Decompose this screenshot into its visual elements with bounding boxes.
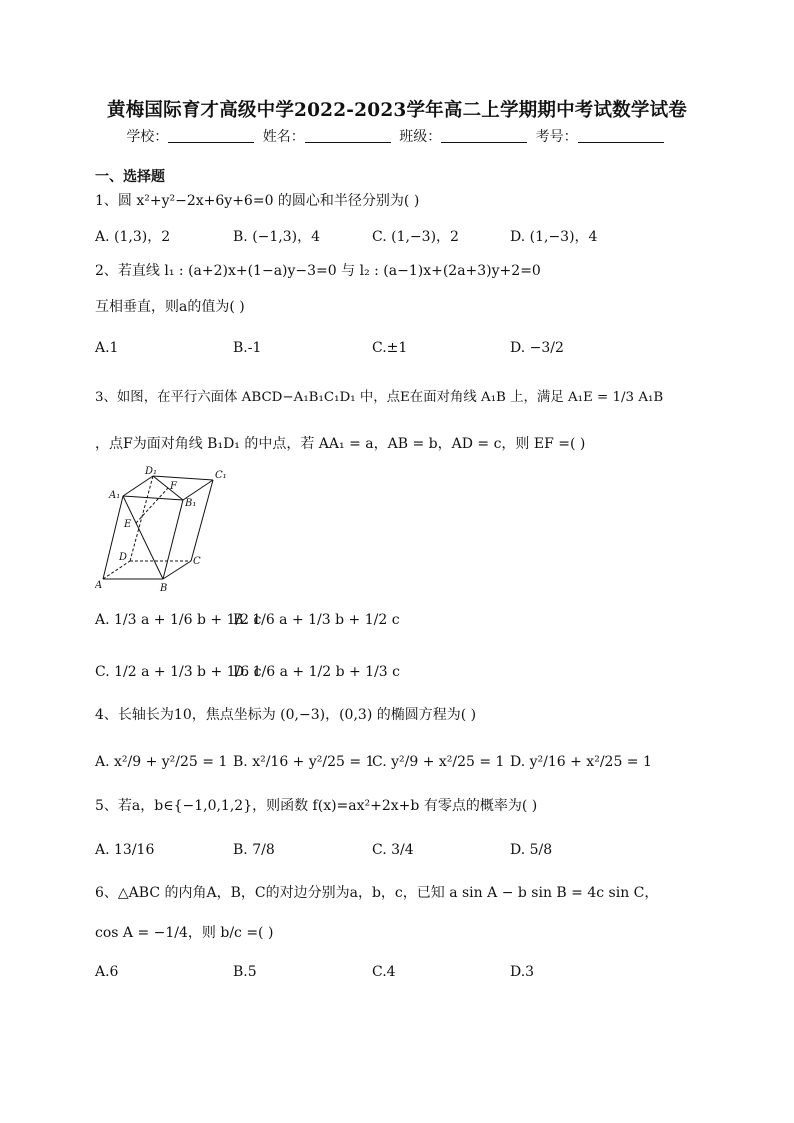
section-heading: 一、选择题: [95, 169, 165, 185]
q4-option-c: C. y²/9 + x²/25 = 1: [372, 754, 505, 770]
q6-option-d: D.3: [510, 964, 535, 980]
school-blank[interactable]: [168, 130, 254, 143]
q6-option-c: C.4: [372, 964, 396, 980]
segment-EF: [136, 488, 168, 523]
question-3-line2: ，点F为面对角线 B₁D₁ 的中点，若 AA₁ = a，AB = b，AD = c，则 EF =( ): [95, 436, 586, 452]
class-label: 班级：: [399, 129, 442, 145]
q2-option-c: C.±1: [372, 340, 408, 356]
q1-option-d: D. (1,−3)，4: [510, 229, 598, 245]
q1-option-b: B. (−1,3)，4: [233, 229, 321, 245]
q6-option-a: A.6: [95, 964, 119, 980]
q4-option-b: B. x²/16 + y²/25 = 1: [233, 754, 375, 770]
q2-option-d: D. −3/2: [510, 340, 564, 356]
label-F: F: [170, 481, 177, 492]
label-D1: D₁: [145, 466, 158, 477]
question-4-text: 4、长轴长为10，焦点坐标为 (0,−3)，(0,3) 的椭圆方程为( ): [95, 707, 477, 723]
parallelepiped-figure: [95, 466, 235, 596]
q3-option-d: D. 1/6 a + 1/2 b + 1/3 c: [233, 664, 400, 680]
label-C1: C₁: [215, 470, 227, 481]
edge-D1C1: [153, 476, 213, 480]
question-5-text: 5、若a，b∈{−1,0,1,2}，则函数 f(x)=ax²+2x+b 有零点的概率为( ): [95, 798, 538, 814]
label-A1: A₁: [109, 490, 121, 501]
q2-option-a: A.1: [95, 340, 119, 356]
diagonal-A1B: [123, 496, 163, 579]
edge-A1B1: [123, 496, 183, 500]
edge-AA1: [103, 496, 123, 579]
q4-option-a: A. x²/9 + y²/25 = 1: [95, 754, 228, 770]
label-B: B: [160, 583, 168, 594]
q4-option-d: D. y²/16 + x²/25 = 1: [510, 754, 652, 770]
class-blank[interactable]: [441, 130, 527, 143]
question-3-line1: 3、如图，在平行六面体 ABCD−A₁B₁C₁D₁ 中，点E在面对角线 A₁B 上，满足 A₁E = 1/3 A₁B: [95, 390, 664, 405]
question-2-line2: 互相垂直，则a的值为( ): [95, 299, 245, 315]
question-6-line2: cos A = −1/4，则 b/c =( ): [95, 925, 274, 941]
label-C: C: [193, 556, 201, 567]
question-2-line1: 2、若直线 l₁ : (a+2)x+(1−a)y−3=0 与 l₂ : (a−1)x+(2a+3)y+2=0: [95, 263, 541, 279]
q3-option-b: B. 1/6 a + 1/3 b + 1/2 c: [233, 612, 400, 628]
label-A: A: [95, 580, 103, 591]
q1-option-c: C. (1,−3)，2: [372, 229, 459, 245]
question-1-text: 1、圆 x²+y²−2x+6y+6=0 的圆心和半径分别为( ): [95, 193, 420, 209]
label-D: D: [119, 552, 128, 563]
q6-option-b: B.5: [233, 964, 257, 980]
q5-option-a: A. 13/16: [95, 842, 155, 858]
q3-option-a: A. 1/3 a + 1/6 b + 1/2 c: [95, 612, 262, 628]
q5-option-b: B. 7/8: [233, 842, 275, 858]
q5-option-c: C. 3/4: [372, 842, 414, 858]
student-info-line: [0, 126, 794, 146]
question-6-line1: 6、△ABC 的内角A，B，C的对边分别为a，b，c，已知 a sin A − b sin B = 4c sin C，: [95, 885, 659, 901]
school-label: 学校：: [126, 129, 169, 145]
q2-option-b: B.-1: [233, 340, 262, 356]
q1-option-a: A. (1,3)，2: [95, 229, 171, 245]
number-label: 考号：: [535, 129, 578, 145]
name-blank[interactable]: [305, 130, 391, 143]
label-E: E: [124, 519, 132, 530]
name-label: 姓名：: [262, 129, 305, 145]
q3-option-c: C. 1/2 a + 1/3 b + 1/6 c: [95, 664, 262, 680]
label-B1: B₁: [185, 498, 197, 509]
edge-BB1: [163, 500, 183, 579]
number-blank[interactable]: [578, 130, 664, 143]
q5-option-d: D. 5/8: [510, 842, 553, 858]
exam-title: 黄梅国际育才高级中学2022-2023学年高二上学期期中考试数学试卷: [107, 100, 687, 121]
